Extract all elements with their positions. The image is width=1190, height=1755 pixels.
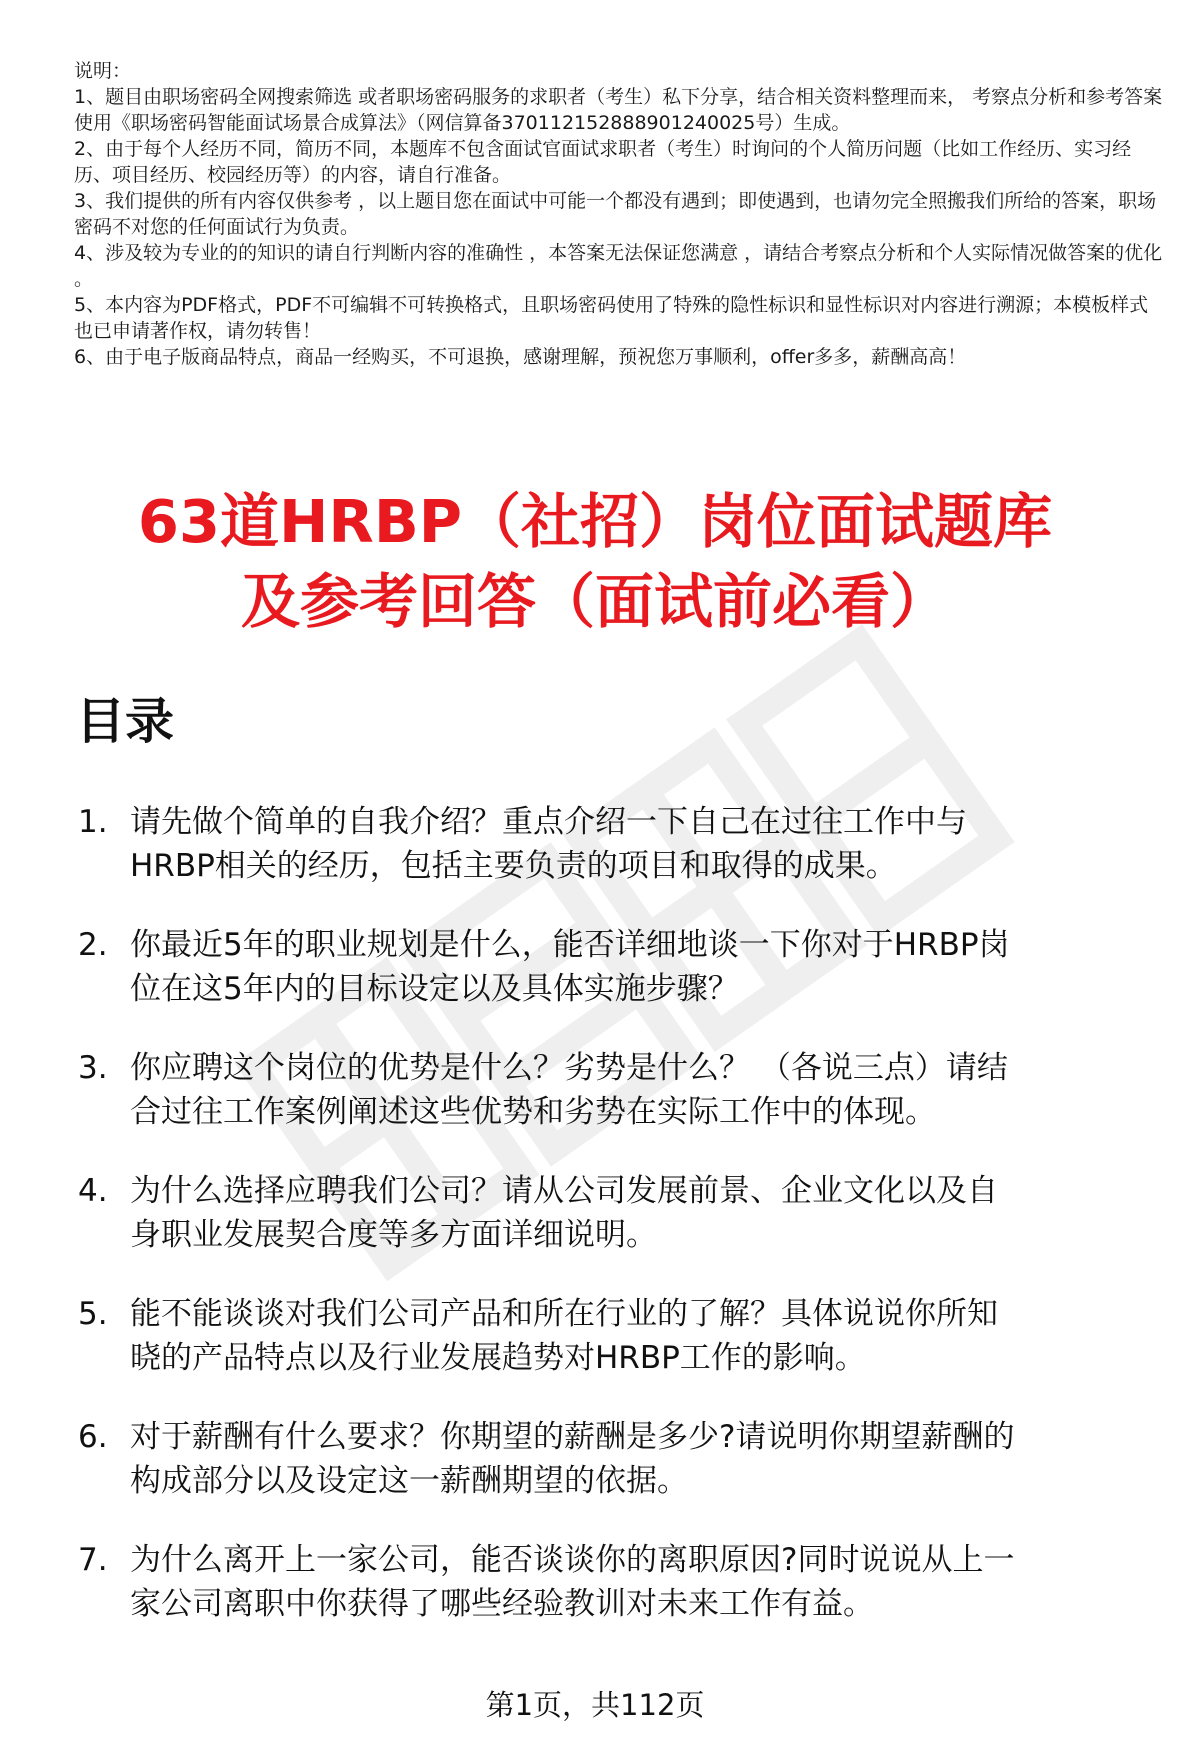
toc-list bbox=[76, 800, 1176, 1661]
toc-item-text-line-2: 构成部分以及设定这一薪酬期望的依据。 bbox=[130, 1463, 688, 1499]
notice-item: 3、我们提供的所有内容仅供参考 ，以上题目您在面试中可能一个都没有遇到；即使遇到，也请勿完全照搬我们所给的答案，职场密码不对您的任何面试行为负责。 bbox=[74, 190, 1157, 238]
toc-item-number: 1. bbox=[78, 804, 108, 840]
toc-item[interactable] bbox=[76, 1292, 1176, 1380]
toc-item-text-line-1: 能不能谈谈对我们公司产品和所在行业的了解？具体说说你所知 bbox=[130, 1296, 998, 1332]
toc-item[interactable] bbox=[76, 800, 1176, 888]
toc-item-number: 5. bbox=[78, 1296, 108, 1332]
toc-item-text-line-2: 身职业发展契合度等多方面详细说明。 bbox=[130, 1217, 657, 1253]
toc-item-text-line-2: 家公司离职中你获得了哪些经验教训对未来工作有益。 bbox=[130, 1586, 874, 1622]
notice-item: 1、题目由职场密码全网搜索筛选 或者职场密码服务的求职者（考生）私下分享，结合相关资料整理而来， 考察点分析和参考答案使用《职场密码智能面试场景合成算法》（网信算备370112152888901240025号）生成。 bbox=[74, 86, 1163, 134]
toc-item-number: 7. bbox=[78, 1542, 108, 1578]
toc-heading: 目录 bbox=[76, 693, 175, 750]
notice-item: 4、涉及较为专业的的知识的请自行判断内容的准确性 ，本答案无法保证您满意 ，请结合考察点分析和个人实际情况做答案的优化 。 bbox=[74, 242, 1163, 290]
toc-item-text-line-1: 为什么选择应聘我们公司？请从公司发展前景、企业文化以及自 bbox=[130, 1173, 998, 1209]
toc-item-text-line-1: 对于薪酬有什么要求？你期望的薪酬是多少?请说明你期望薪酬的 bbox=[130, 1419, 1015, 1455]
toc-item-number: 3. bbox=[78, 1050, 108, 1086]
document-title-line-2: 及参考回答（面试前必看） bbox=[240, 567, 949, 636]
notice-item: 5、本内容为PDF格式，PDF不可编辑不可转换格式，且职场密码使用了特殊的隐性标识和显性标识对内容进行溯源；本模板样式也已申请著作权，请勿转售！ bbox=[74, 294, 1149, 342]
toc-item-text-line-1: 你应聘这个岗位的优势是什么？劣势是什么？ （各说三点）请结 bbox=[130, 1050, 1008, 1086]
toc-item-text-line-2: HRBP相关的经历，包括主要负责的项目和取得的成果。 bbox=[130, 848, 897, 884]
toc-item-text-line-1: 你最近5年的职业规划是什么，能否详细地谈一下你对于HRBP岗 bbox=[130, 927, 1010, 963]
toc-item-text-line-1: 请先做个简单的自我介绍？重点介绍一下自己在过往工作中与 bbox=[130, 804, 967, 840]
toc-item[interactable] bbox=[76, 1538, 1176, 1626]
toc-item-text-line-2: 合过往工作案例阐述这些优势和劣势在实际工作中的体现。 bbox=[130, 1094, 936, 1130]
toc-item-number: 6. bbox=[78, 1419, 108, 1455]
toc-item-text-line-1: 为什么离开上一家公司，能否谈谈你的离职原因?同时说说从上一 bbox=[130, 1542, 1015, 1578]
toc-item-number: 2. bbox=[78, 927, 108, 963]
document-title bbox=[40, 482, 1150, 642]
toc-item[interactable] bbox=[76, 923, 1176, 1011]
page-number: 第1页，共112页 bbox=[485, 1688, 705, 1722]
toc-item[interactable] bbox=[76, 1046, 1176, 1134]
toc-item[interactable] bbox=[76, 1169, 1176, 1257]
notice-item: 6、由于电子版商品特点，商品一经购买，不可退换，感谢理解，预祝您万事顺利，offer多多，薪酬高高！ bbox=[74, 346, 967, 368]
toc-item[interactable] bbox=[76, 1415, 1176, 1503]
toc-item-text-line-2: 位在这5年内的目标设定以及具体实施步骤？ bbox=[130, 971, 739, 1007]
toc-item-text-line-2: 晓的产品特点以及行业发展趋势对HRBP工作的影响。 bbox=[130, 1340, 866, 1376]
notice-item: 2、由于每个人经历不同，简历不同，本题库不包含面试官面试求职者（考生）时询问的个人简历问题（比如工作经历、实习经历、项目经历、校园经历等）的内容，请自行准备。 bbox=[74, 138, 1132, 186]
notice-section bbox=[74, 58, 1164, 370]
document-title-line-1: 63道HRBP（社招）岗位面试题库 bbox=[137, 487, 1053, 556]
notice-heading: 说明： bbox=[74, 60, 132, 82]
toc-item-number: 4. bbox=[78, 1173, 108, 1209]
